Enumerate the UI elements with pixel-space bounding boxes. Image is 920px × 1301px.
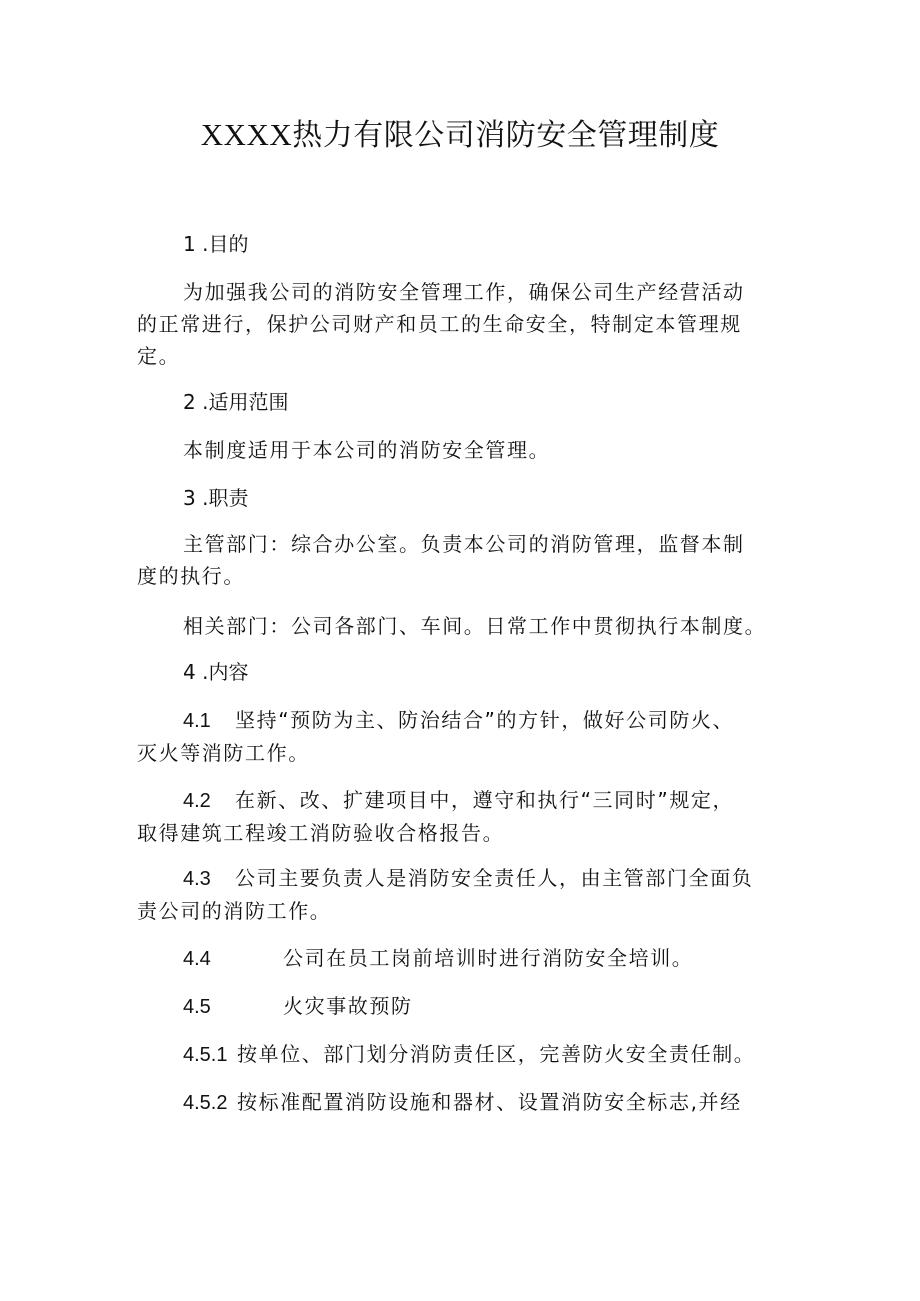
document-title bbox=[0, 112, 920, 159]
paragraph-main-department bbox=[137, 528, 797, 592]
clause-text: 坚持“预防为主、防治结合”的方针，做好公司防火、 bbox=[235, 708, 735, 732]
section-heading-scope: 2 .适用范围 bbox=[183, 390, 289, 414]
paragraph-line bbox=[137, 942, 797, 975]
clause-4-5 bbox=[137, 990, 797, 1023]
section-heading-purpose: 1 .目的 bbox=[183, 232, 249, 256]
clause-number: 4.5 bbox=[183, 996, 211, 1018]
paragraph-line: 为加强我公司的消防安全管理工作，确保公司生产经营活动 bbox=[183, 280, 745, 304]
section-heading-responsibilities: 3 .职责 bbox=[183, 486, 249, 510]
paragraph-line: 度的执行。 bbox=[137, 564, 245, 588]
clause-number: 4.5.1 bbox=[183, 1044, 228, 1066]
clause-text: 公司主要负责人是消防安全责任人，由主管部门全面负 bbox=[235, 866, 754, 890]
clause-4-5-2 bbox=[137, 1086, 797, 1119]
paragraph-line: 灭火等消防工作。 bbox=[137, 741, 310, 765]
paragraph-line bbox=[137, 1038, 797, 1071]
title-main-part: 热力有限公司消防安全管理制度 bbox=[292, 118, 720, 153]
clause-number: 4.1 bbox=[183, 710, 211, 732]
clause-number: 4.3 bbox=[183, 868, 211, 890]
clause-text: 公司在员工岗前培训时进行消防安全培训。 bbox=[283, 946, 694, 970]
clause-4-2 bbox=[137, 784, 797, 849]
clause-number: 4.5.2 bbox=[183, 1092, 228, 1114]
title-latin-part: XXXX bbox=[200, 117, 293, 152]
clause-text: 按标准配置消防设施和器材、设置消防安全标志,并经 bbox=[237, 1090, 742, 1114]
paragraph-line: 定。 bbox=[137, 344, 181, 368]
paragraph-line bbox=[137, 862, 797, 895]
paragraph-scope bbox=[137, 434, 797, 466]
paragraph-line: 责公司的消防工作。 bbox=[137, 899, 332, 923]
paragraph-purpose bbox=[137, 276, 797, 372]
paragraph-line bbox=[137, 1086, 797, 1119]
paragraph-line: 相关部门：公司各部门、车间。日常工作中贯彻执行本制度。 bbox=[183, 614, 767, 638]
clause-number: 4.2 bbox=[183, 790, 211, 812]
paragraph-line: 本制度适用于本公司的消防安全管理。 bbox=[183, 438, 551, 462]
clause-text: 按单位、部门划分消防责任区，完善防火安全责任制。 bbox=[237, 1042, 756, 1066]
paragraph-line: 取得建筑工程竣工消防验收合格报告。 bbox=[137, 821, 505, 845]
clause-4-4 bbox=[137, 942, 797, 975]
clause-number: 4.4 bbox=[183, 948, 211, 970]
section-heading-content: 4 .内容 bbox=[183, 660, 249, 684]
clause-text: 火灾事故预防 bbox=[283, 994, 413, 1018]
clause-4-3 bbox=[137, 862, 797, 927]
paragraph-line bbox=[137, 704, 797, 737]
paragraph-line bbox=[137, 784, 797, 817]
paragraph-line: 的正常进行，保护公司财产和员工的生命安全，特制定本管理规 bbox=[137, 312, 742, 336]
clause-text: 在新、改、扩建项目中，遵守和执行“三同时”规定， bbox=[235, 788, 735, 812]
clause-4-1 bbox=[137, 704, 797, 769]
paragraph-line: 主管部门：综合办公室。负责本公司的消防管理，监督本制 bbox=[183, 532, 745, 556]
paragraph-line bbox=[137, 990, 797, 1023]
clause-4-5-1 bbox=[137, 1038, 797, 1071]
paragraph-related-departments bbox=[137, 610, 797, 642]
